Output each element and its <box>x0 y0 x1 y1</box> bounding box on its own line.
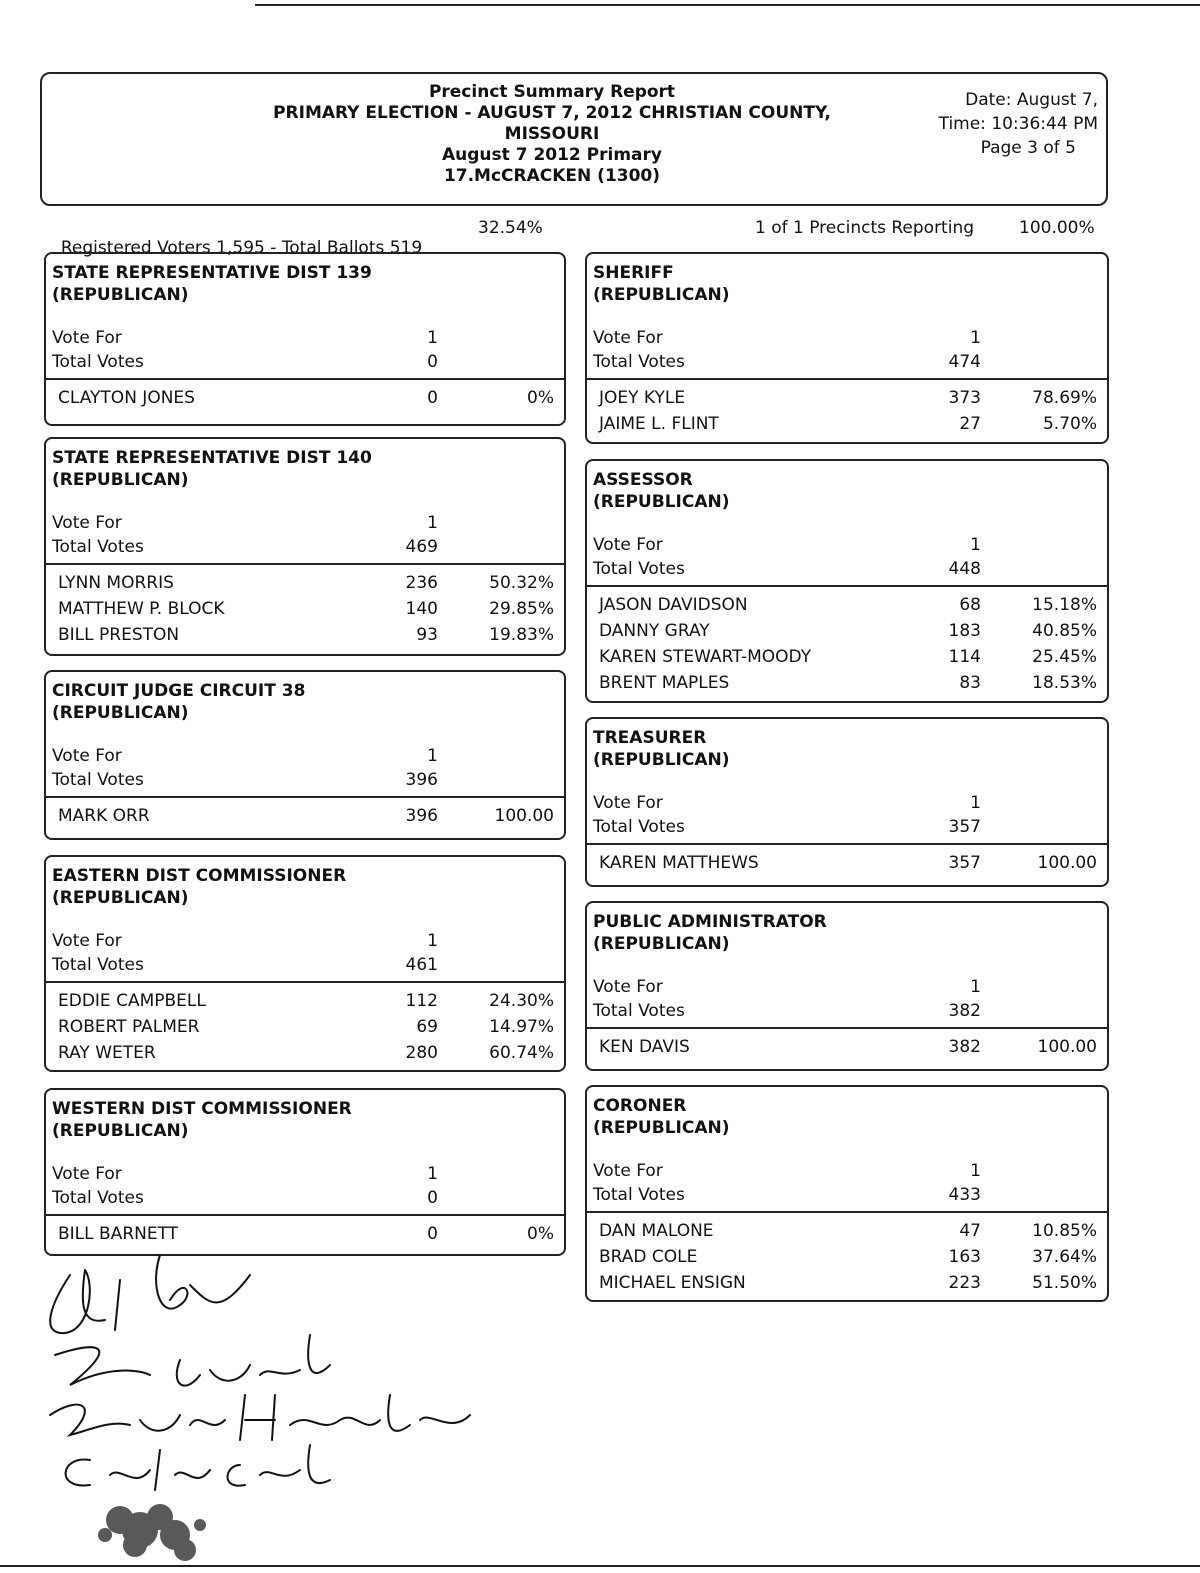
page-number: Page 3 of 5 <box>980 138 1076 158</box>
report-time: Time: 10:36:44 PM <box>938 114 1098 134</box>
precinct-summary <box>755 218 1095 238</box>
candidate-votes: 140 <box>405 599 438 619</box>
candidate-name: EDDIE CAMPBELL <box>58 991 206 1011</box>
candidate-name: LYNN MORRIS <box>58 573 174 593</box>
candidate-name: KEN DAVIS <box>599 1037 690 1057</box>
race-title-office: TREASURER <box>593 728 707 748</box>
total-votes-label: Total Votes <box>593 352 685 372</box>
vote-for-value: 1 <box>970 535 981 555</box>
candidate-name: ROBERT PALMER <box>58 1017 200 1037</box>
bottom-rule <box>0 1565 1200 1567</box>
total-votes-label: Total Votes <box>52 955 144 975</box>
race-box <box>585 252 1109 444</box>
title-line: 17.McCRACKEN (1300) <box>443 166 661 186</box>
candidate-percent: 60.74% <box>489 1043 554 1063</box>
vote-for-value: 1 <box>970 328 981 348</box>
candidate-percent: 24.30% <box>489 991 554 1011</box>
vote-for-value: 1 <box>970 977 981 997</box>
divider-line <box>44 981 566 983</box>
candidate-percent: 5.70% <box>1042 414 1097 434</box>
divider-line <box>585 1211 1109 1213</box>
candidate-votes: 0 <box>427 388 438 408</box>
race-title-office: STATE REPRESENTATIVE DIST 139 <box>52 263 372 283</box>
title-line: August 7 2012 Primary <box>442 145 662 165</box>
candidate-name: BILL BARNETT <box>58 1224 179 1244</box>
race-box <box>44 437 566 656</box>
vote-for-value: 1 <box>970 793 981 813</box>
divider-line <box>44 563 566 565</box>
candidate-votes: 93 <box>416 625 438 645</box>
race-title <box>52 1098 352 1142</box>
race-title <box>593 262 729 306</box>
candidate-votes: 373 <box>948 388 981 408</box>
race-title-party: (REPUBLICAN) <box>593 1118 730 1138</box>
total-votes-value: 433 <box>948 1185 981 1205</box>
candidate-votes: 396 <box>405 806 438 826</box>
candidate-percent: 19.83% <box>489 625 554 645</box>
vote-for-label: Vote For <box>593 793 663 813</box>
race-title-party: (REPUBLICAN) <box>52 1121 189 1141</box>
candidate-name: MICHAEL ENSIGN <box>599 1273 746 1293</box>
vote-for-value: 1 <box>427 1164 438 1184</box>
candidate-votes: 112 <box>405 991 438 1011</box>
total-votes-value: 396 <box>405 770 438 790</box>
race-title-office: SHERIFF <box>593 263 674 283</box>
race-title <box>52 447 372 491</box>
total-votes-value: 0 <box>427 352 438 372</box>
registered-voters: Registered Voters 1,595 - Total Ballots 519 <box>60 238 423 258</box>
race-box <box>44 1088 566 1256</box>
race-title-party: (REPUBLICAN) <box>52 285 189 305</box>
candidate-name: MARK ORR <box>58 806 150 826</box>
race-box <box>44 252 566 426</box>
candidate-percent: 78.69% <box>1032 388 1097 408</box>
candidate-percent: 10.85% <box>1032 1221 1097 1241</box>
race-box <box>44 670 566 840</box>
candidate-votes: 68 <box>959 595 981 615</box>
race-box <box>585 459 1109 703</box>
candidate-percent: 0% <box>527 388 554 408</box>
race-title-office: PUBLIC ADMINISTRATOR <box>593 912 827 932</box>
candidate-votes: 69 <box>416 1017 438 1037</box>
report-meta <box>908 88 1098 160</box>
precincts-percent: 100.00% <box>1019 218 1095 238</box>
turnout-percent: 32.54% <box>478 218 543 238</box>
candidate-name: RAY WETER <box>58 1043 156 1063</box>
total-votes-label: Total Votes <box>52 537 144 557</box>
race-title-office: ASSESSOR <box>593 470 693 490</box>
top-rule <box>255 4 1200 6</box>
race-title-party: (REPUBLICAN) <box>52 470 189 490</box>
candidate-percent: 40.85% <box>1032 621 1097 641</box>
signatures-image <box>10 1245 490 1565</box>
candidate-percent: 14.97% <box>489 1017 554 1037</box>
race-title-party: (REPUBLICAN) <box>593 492 730 512</box>
title-line: Precinct Summary Report <box>428 82 676 102</box>
total-votes-value: 469 <box>405 537 438 557</box>
report-title <box>242 82 862 187</box>
total-votes-value: 0 <box>427 1188 438 1208</box>
race-title <box>52 262 372 306</box>
vote-for-value: 1 <box>427 931 438 951</box>
divider-line <box>44 1214 566 1216</box>
total-votes-label: Total Votes <box>52 770 144 790</box>
total-votes-label: Total Votes <box>593 817 685 837</box>
candidate-votes: 114 <box>948 647 981 667</box>
candidate-percent: 18.53% <box>1032 673 1097 693</box>
candidate-name: DANNY GRAY <box>599 621 710 641</box>
divider-line <box>44 796 566 798</box>
candidate-percent: 50.32% <box>489 573 554 593</box>
race-title <box>593 911 827 955</box>
title-line: PRIMARY ELECTION - AUGUST 7, 2012 CHRISTIAN COUNTY, <box>273 103 831 123</box>
candidate-percent: 100.00 <box>494 806 554 826</box>
candidate-votes: 163 <box>948 1247 981 1267</box>
candidate-votes: 357 <box>948 853 981 873</box>
vote-for-label: Vote For <box>593 535 663 555</box>
race-title <box>593 469 729 513</box>
race-box <box>585 717 1109 887</box>
total-votes-label: Total Votes <box>52 1188 144 1208</box>
candidate-votes: 183 <box>948 621 981 641</box>
candidate-percent: 15.18% <box>1032 595 1097 615</box>
vote-for-value: 1 <box>427 746 438 766</box>
vote-for-label: Vote For <box>52 746 122 766</box>
race-title-party: (REPUBLICAN) <box>52 888 189 908</box>
candidate-name: BRENT MAPLES <box>599 673 730 693</box>
candidate-name: DAN MALONE <box>599 1221 714 1241</box>
candidate-name: KAREN STEWART-MOODY <box>599 647 812 667</box>
race-title-party: (REPUBLICAN) <box>52 703 189 723</box>
vote-for-label: Vote For <box>52 513 122 533</box>
total-votes-value: 357 <box>948 817 981 837</box>
race-title <box>52 865 346 909</box>
total-votes-value: 461 <box>405 955 438 975</box>
candidate-percent: 51.50% <box>1032 1273 1097 1293</box>
vote-for-label: Vote For <box>593 1161 663 1181</box>
race-title-party: (REPUBLICAN) <box>593 934 730 954</box>
report-header <box>40 72 1108 206</box>
precincts-reporting: 1 of 1 Precincts Reporting <box>755 218 975 238</box>
race-title-office: CORONER <box>593 1096 687 1116</box>
race-box <box>44 855 566 1072</box>
total-votes-value: 474 <box>948 352 981 372</box>
total-votes-label: Total Votes <box>593 559 685 579</box>
divider-line <box>585 1027 1109 1029</box>
candidate-percent: 100.00 <box>1037 853 1097 873</box>
total-votes-value: 382 <box>948 1001 981 1021</box>
candidate-name: JOEY KYLE <box>599 388 686 408</box>
candidate-votes: 83 <box>959 673 981 693</box>
vote-for-value: 1 <box>427 328 438 348</box>
total-votes-label: Total Votes <box>52 352 144 372</box>
candidate-name: JASON DAVIDSON <box>599 595 748 615</box>
candidate-votes: 236 <box>405 573 438 593</box>
divider-line <box>585 585 1109 587</box>
candidate-percent: 37.64% <box>1032 1247 1097 1267</box>
race-title-office: CIRCUIT JUDGE CIRCUIT 38 <box>52 681 306 701</box>
candidate-votes: 280 <box>405 1043 438 1063</box>
total-votes-label: Total Votes <box>593 1001 685 1021</box>
race-box <box>585 901 1109 1071</box>
candidate-votes: 47 <box>959 1221 981 1241</box>
race-title-party: (REPUBLICAN) <box>593 285 730 305</box>
total-votes-value: 448 <box>948 559 981 579</box>
candidate-name: JAIME L. FLINT <box>599 414 719 434</box>
race-title <box>52 680 305 724</box>
divider-line <box>585 843 1109 845</box>
title-line: MISSOURI <box>504 124 600 144</box>
candidate-name: BILL PRESTON <box>58 625 180 645</box>
candidate-percent: 100.00 <box>1037 1037 1097 1057</box>
candidate-percent: 0% <box>527 1224 554 1244</box>
candidate-name: MATTHEW P. BLOCK <box>58 599 225 619</box>
race-box <box>585 1085 1109 1302</box>
candidate-votes: 223 <box>948 1273 981 1293</box>
race-title-office: STATE REPRESENTATIVE DIST 140 <box>52 448 372 468</box>
race-title-office: EASTERN DIST COMMISSIONER <box>52 866 347 886</box>
candidate-percent: 29.85% <box>489 599 554 619</box>
divider-line <box>44 378 566 380</box>
race-title-office: WESTERN DIST COMMISSIONER <box>52 1099 352 1119</box>
vote-for-value: 1 <box>427 513 438 533</box>
vote-for-label: Vote For <box>52 1164 122 1184</box>
race-title <box>593 1095 729 1139</box>
candidate-percent: 25.45% <box>1032 647 1097 667</box>
candidate-votes: 27 <box>959 414 981 434</box>
race-title <box>593 727 729 771</box>
candidate-name: KAREN MATTHEWS <box>599 853 759 873</box>
candidate-name: CLAYTON JONES <box>58 388 195 408</box>
vote-for-label: Vote For <box>593 328 663 348</box>
divider-line <box>585 378 1109 380</box>
total-votes-label: Total Votes <box>593 1185 685 1205</box>
candidate-votes: 382 <box>948 1037 981 1057</box>
vote-for-label: Vote For <box>52 931 122 951</box>
vote-for-value: 1 <box>970 1161 981 1181</box>
vote-for-label: Vote For <box>593 977 663 997</box>
report-date: Date: August 7, <box>965 90 1098 110</box>
candidate-name: BRAD COLE <box>599 1247 698 1267</box>
vote-for-label: Vote For <box>52 328 122 348</box>
candidate-votes: 0 <box>427 1224 438 1244</box>
race-title-party: (REPUBLICAN) <box>593 750 730 770</box>
